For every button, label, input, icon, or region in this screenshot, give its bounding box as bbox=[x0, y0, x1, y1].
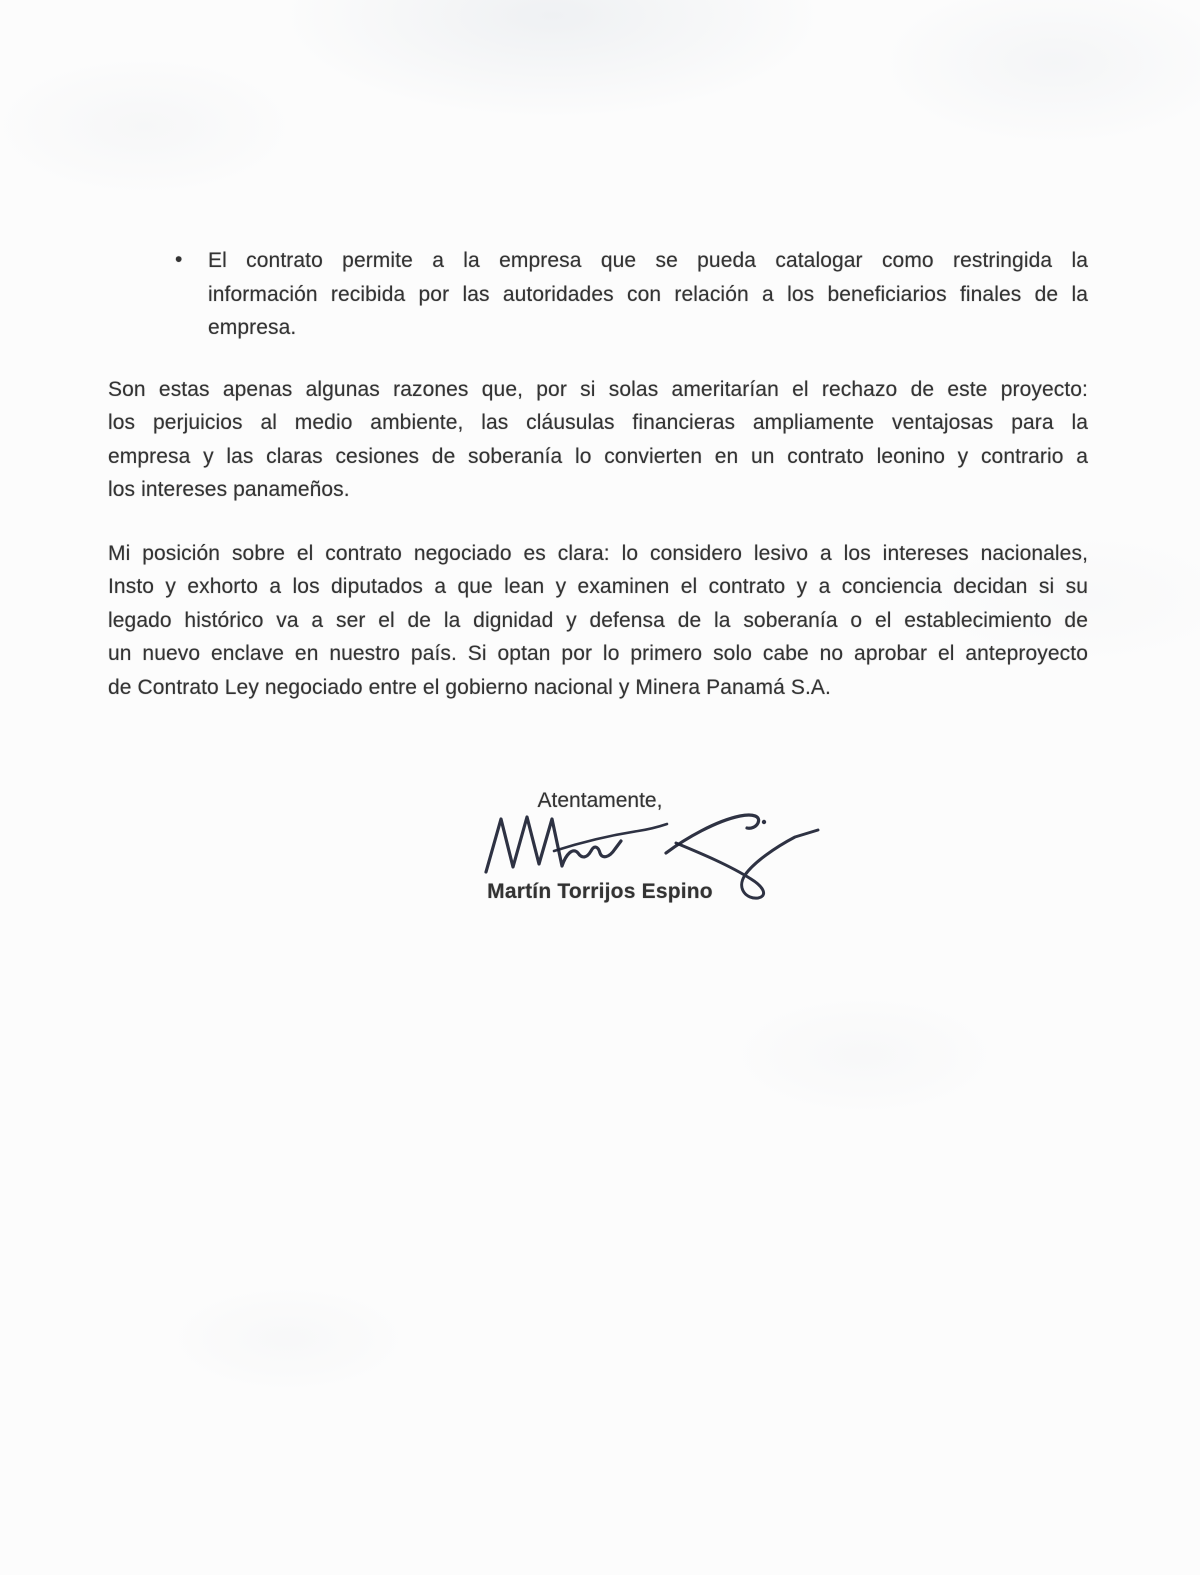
text-line: empresa. bbox=[208, 316, 297, 339]
text-line: los perjuicios al medio ambiente, las cláusulas financieras ampliamente ventajosas para la bbox=[108, 411, 1088, 434]
text-line: El contrato permite a la empresa que se pueda catalogar como restringida la bbox=[208, 249, 1088, 272]
text-line: legado histórico va a ser el de la dignidad y defensa de la soberanía o el establecimiento de bbox=[108, 608, 1088, 632]
signer-name: Martín Torrijos Espino bbox=[487, 880, 713, 903]
letter-body bbox=[108, 244, 1088, 704]
text-line: Insto y exhorto a los diputados a que lean y examinen el contrato y a conciencia decidan si su bbox=[108, 575, 1088, 598]
text-line: Son estas apenas algunas razones que, por si solas ameritarían el rechazo de este proyecto: bbox=[108, 377, 1088, 401]
text-line: un nuevo enclave en nuestro país. Si optan por lo primero solo cabe no aprobar el anteproyecto bbox=[108, 642, 1088, 665]
text-line: empresa y las claras cesiones de soberanía lo convierten en un contrato leonino y contrario a bbox=[108, 444, 1088, 468]
closing-block bbox=[0, 788, 1200, 905]
paragraph-rejection-reasons bbox=[108, 373, 1088, 507]
text-line: Mi posición sobre el contrato negociado es clara: lo considero lesivo a los intereses nacionales, bbox=[108, 541, 1088, 565]
text-line: los intereses panameños. bbox=[108, 478, 350, 501]
text-line: de Contrato Ley negociado entre el gobierno nacional y Minera Panamá S.A. bbox=[108, 675, 831, 699]
salutation: Atentamente, bbox=[537, 789, 663, 812]
bullet-icon: • bbox=[175, 248, 183, 271]
bullet-text bbox=[208, 244, 1088, 345]
text-line: información recibida por las autoridades con relación a los beneficiarios finales de la bbox=[208, 282, 1088, 306]
bullet-list-item bbox=[108, 244, 1088, 345]
paragraph-position-statement bbox=[108, 537, 1088, 705]
